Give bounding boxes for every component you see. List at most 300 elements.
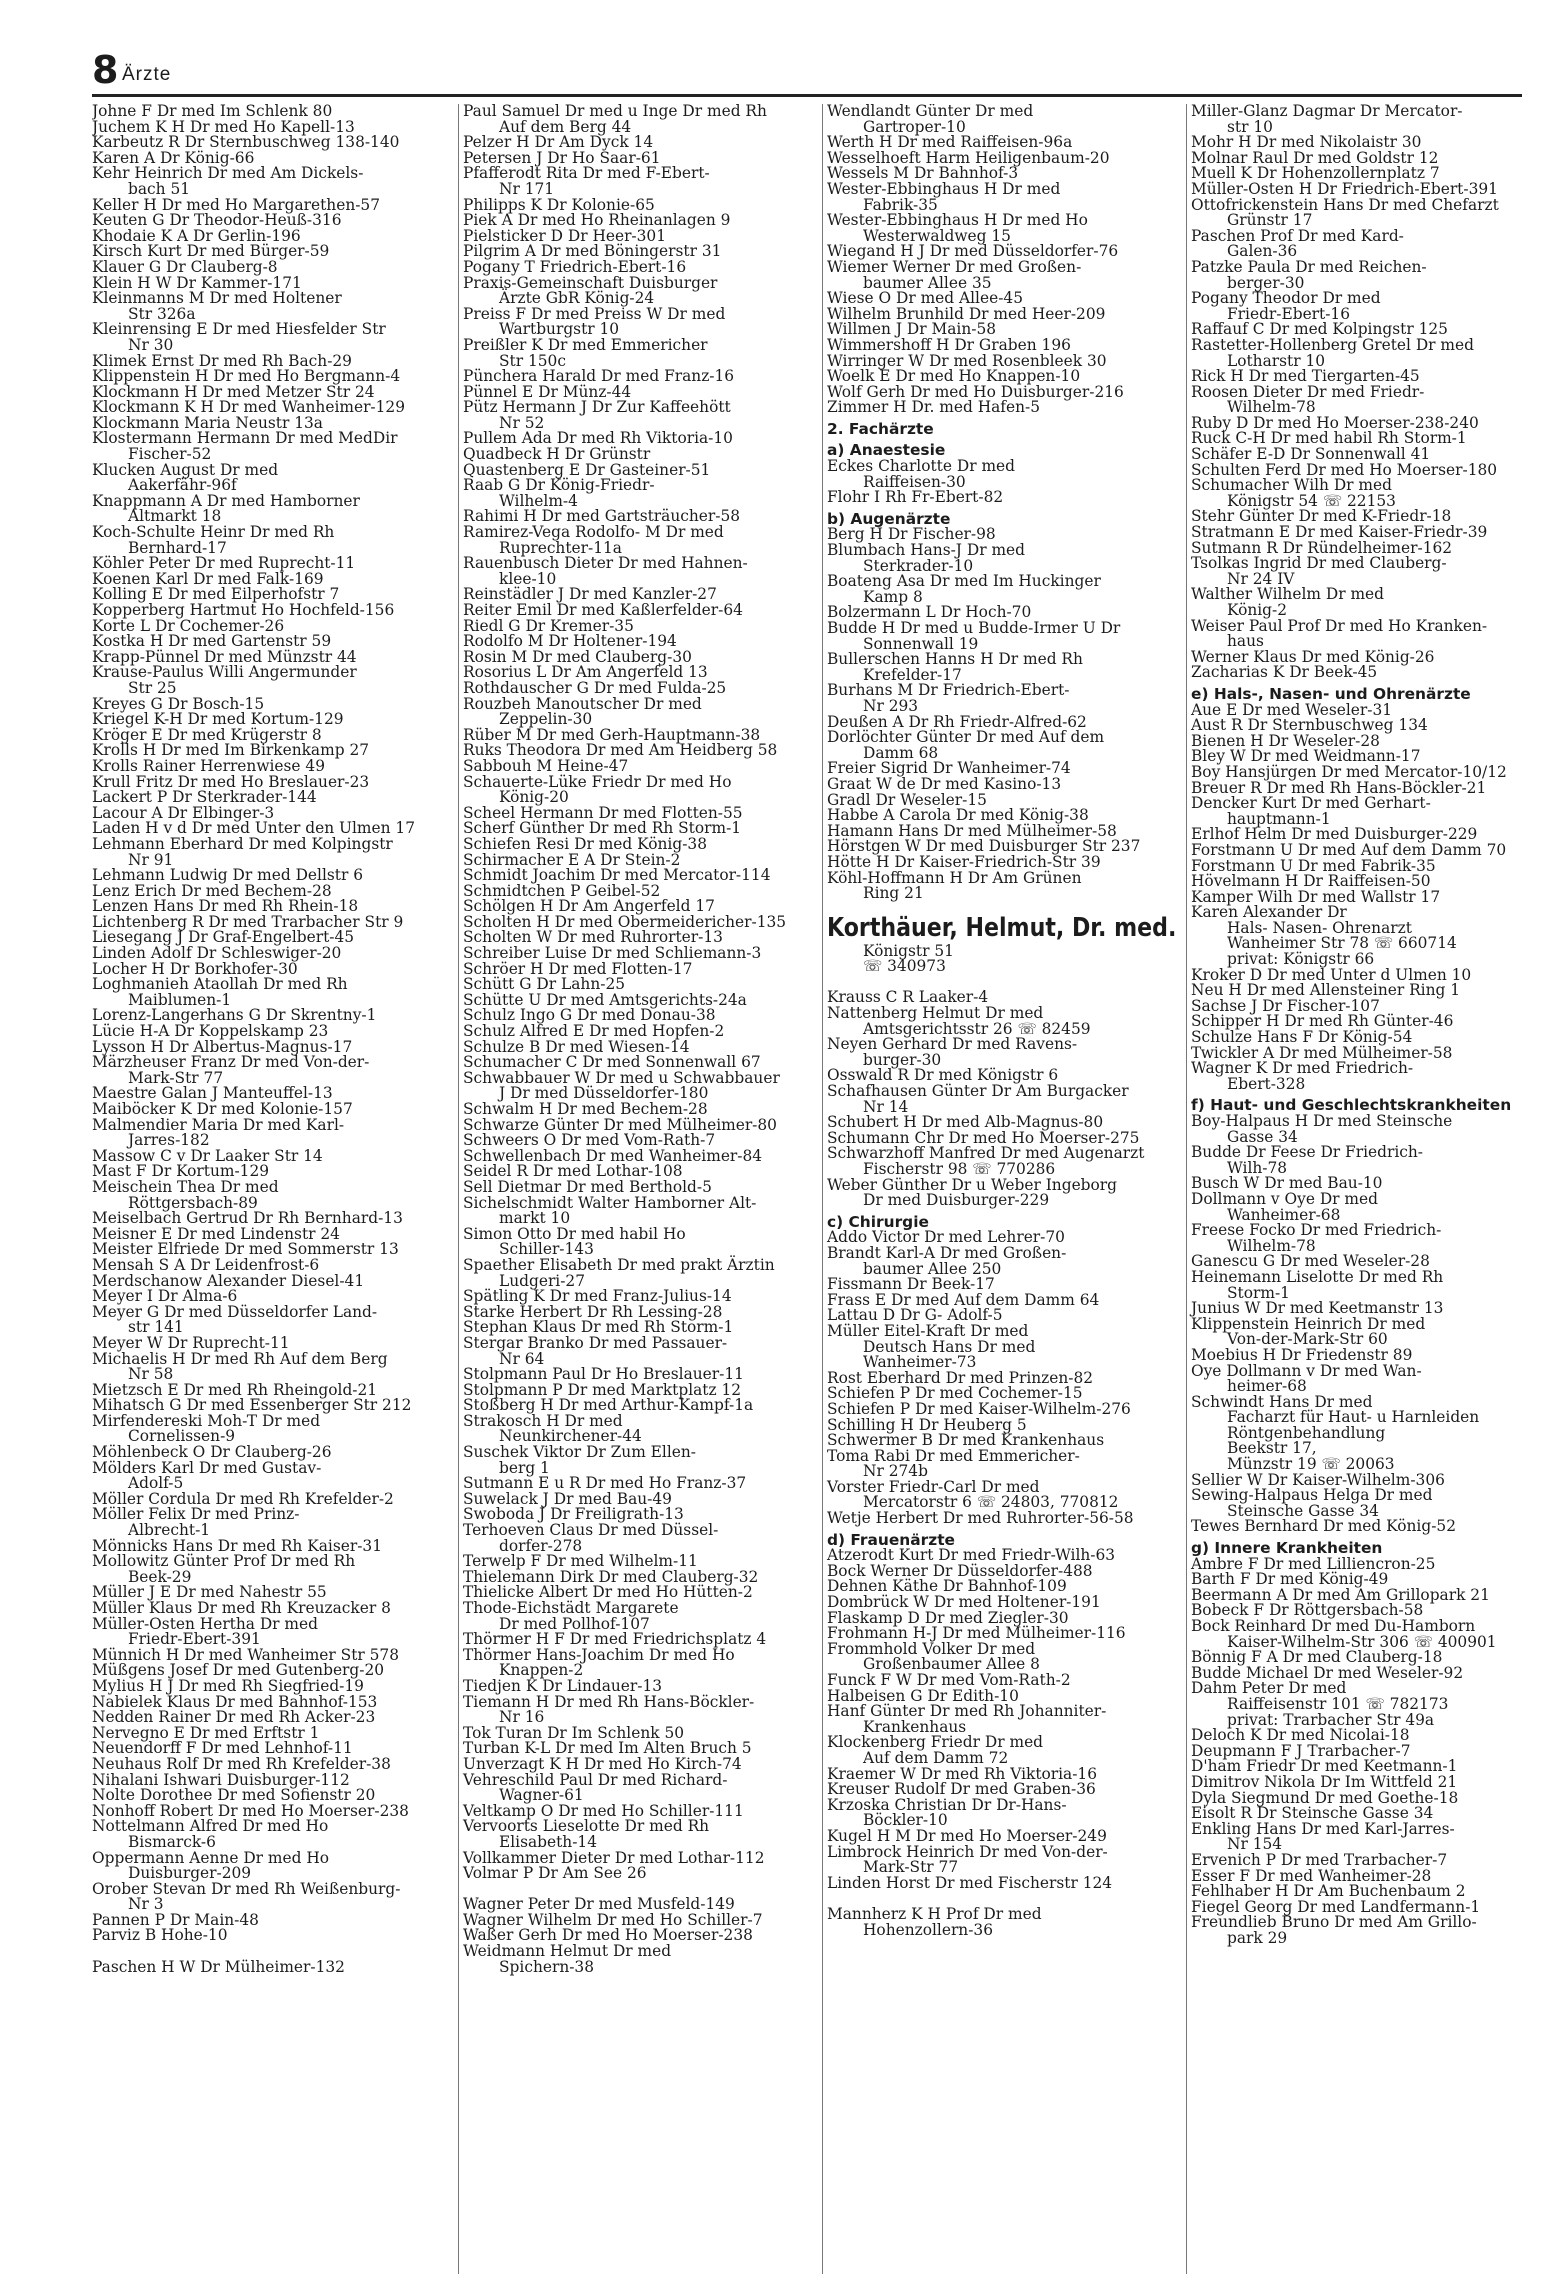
directory-entry: Müller Klaus Dr med Rh Kreuzacker 8 <box>92 1599 391 1617</box>
directory-entry: Woelk E Dr med Ho Knappen-10 <box>827 367 1081 386</box>
directory-entry: Pielsticker D Dr Heer-301 <box>463 226 667 245</box>
featured-entry-name: Korthäuer, Helmut, Dr. med. <box>827 912 1177 943</box>
directory-entry: Brandt Karl-A Dr med Großen- <box>827 1243 1067 1262</box>
directory-entry: Keuten G Dr Theodor-Heuß-316 <box>92 211 342 230</box>
directory-entry: Budde H Dr med u Budde-Irmer U Dr <box>827 619 1121 637</box>
directory-entry-continuation: Nr 58 <box>128 1365 174 1384</box>
directory-entry: Reiter Emil Dr med Kaßlerfelder-64 <box>463 601 743 619</box>
directory-entry: Klockmann Maria Neustr 13a <box>92 413 323 432</box>
directory-entry: Pütz Hermann J Dr Zur Kaffeehött <box>463 398 731 417</box>
directory-entry: Neuhaus Rolf Dr med Rh Krefelder-38 <box>92 1754 391 1773</box>
directory-entry: Scherf Günther Dr med Rh Storm-1 <box>463 819 742 838</box>
directory-entry: Ervenich P Dr med Trarbacher-7 <box>1191 1850 1448 1869</box>
directory-entry-continuation: Str 25 <box>128 678 177 697</box>
directory-entry: Schilling H Dr Heuberg 5 <box>827 1415 1027 1434</box>
directory-entry: Ruck C-H Dr med habil Rh Storm-1 <box>1191 429 1467 448</box>
directory-entry: Nedden Rainer Dr med Rh Acker-23 <box>92 1708 376 1727</box>
directory-entry: Stoßberg H Dr med Arthur-Kampf-1a <box>463 1396 754 1415</box>
directory-entry: Hamann Hans Dr med Mülheimer-58 <box>827 821 1117 840</box>
directory-entry: Müller Eitel-Kraft Dr med <box>827 1321 1029 1340</box>
directory-entry: Stephan Klaus Dr med Rh Storm-1 <box>463 1318 734 1337</box>
directory-entry-continuation: markt 10 <box>499 1209 571 1228</box>
directory-entry: Scholten W Dr med Ruhrorter-13 <box>463 928 723 947</box>
directory-entry: Stratmann E Dr med Kaiser-Friedr-39 <box>1191 523 1488 542</box>
directory-entry: Vollkammer Dieter Dr med Lothar-112 <box>463 1848 765 1867</box>
directory-entry: Bock Werner Dr Düsseldorfer-488 <box>827 1561 1093 1580</box>
directory-entry: Pelzer H Dr Am Dyck 14 <box>463 133 654 152</box>
directory-entry: Karbeutz R Dr Sternbuschweg 138-140 <box>92 133 400 152</box>
directory-entry: Juchem K H Dr med Ho Kapell-13 <box>92 117 355 136</box>
directory-entry-continuation: Mark-Str 77 <box>863 1858 959 1877</box>
directory-entry: Nabielek Klaus Dr med Bahnhof-153 <box>92 1692 378 1711</box>
directory-entry: Meyer G Dr med Düsseldorfer Land- <box>92 1302 378 1321</box>
directory-entry: Möller Felix Dr med Prinz- <box>92 1505 300 1524</box>
directory-entry: Laden H v d Dr med Unter den Ulmen 17 <box>92 819 416 838</box>
directory-entry-continuation: Ruprechter-11a <box>499 538 622 557</box>
directory-entry: Schwalm H Dr med Bechem-28 <box>463 1100 708 1118</box>
directory-entry: Raffauf C Dr med Kolpingstr 125 <box>1191 320 1448 339</box>
directory-entry: Schwellenbach Dr med Wanheimer-84 <box>463 1146 763 1165</box>
directory-entry: Kleinmanns M Dr med Holtener <box>92 289 342 308</box>
directory-entry-continuation: Fischer-52 <box>128 445 212 464</box>
directory-entry-continuation: Str 150c <box>499 351 566 370</box>
directory-entry: Pogany T Friedrich-Ebert-16 <box>463 257 687 276</box>
directory-entry-continuation: Jarres-182 <box>128 1131 210 1150</box>
directory-entry: Swoboda J Dr Freiligrath-13 <box>463 1505 684 1524</box>
directory-entry: Bolzermann L Dr Hoch-70 <box>827 603 1032 622</box>
directory-entry: Deloch K Dr med Nicolai-18 <box>1191 1726 1410 1745</box>
directory-entry: Kehr Heinrich Dr med Am Dickels- <box>92 164 364 183</box>
directory-entry: Wiegand H J Dr med Düsseldorfer-76 <box>827 242 1119 261</box>
directory-entry: Kreuser Rudolf Dr med Graben-36 <box>827 1780 1096 1799</box>
directory-entry-continuation: Mark-Str 77 <box>128 1068 224 1087</box>
directory-entry: Wiemer Werner Dr med Großen- <box>827 257 1082 276</box>
directory-entry: Schwindt Hans Dr med <box>1191 1392 1373 1411</box>
directory-entry: Koenen Karl Dr med Falk-169 <box>92 569 324 588</box>
directory-entry: Wessels M Dr Bahnhof-3 <box>827 164 1019 183</box>
directory-entry: Molnar Raul Dr med Goldstr 12 <box>1191 148 1439 167</box>
directory-entry: Aust R Dr Sternbuschweg 134 <box>1191 716 1428 735</box>
directory-entry: Klimek Ernst Dr med Rh Bach-29 <box>92 351 352 370</box>
page-number: 8 <box>92 48 119 92</box>
directory-entry: Kamper Wilh Dr med Wallstr 17 <box>1191 887 1441 906</box>
section-title: Ärzte <box>122 64 172 85</box>
directory-entry-continuation: baumer Allee 35 <box>863 273 992 292</box>
directory-entry: Starke Herbert Dr Rh Lessing-28 <box>463 1302 723 1321</box>
directory-entry-continuation: str 10 <box>1227 117 1273 136</box>
directory-entry: Burhans M Dr Friedrich-Ebert- <box>827 681 1070 700</box>
directory-entry-continuation: privat: Königstr 66 <box>1227 950 1375 969</box>
directory-entry: Petersen J Dr Ho Saar-61 <box>463 148 661 167</box>
directory-entry-continuation: dorfer-278 <box>499 1536 583 1555</box>
specialty-heading: c) Chirurgie <box>827 1212 929 1231</box>
directory-entry: Wilhelm Brunhild Dr med Heer-209 <box>827 304 1106 323</box>
specialty-heading: d) Frauenärzte <box>827 1530 955 1549</box>
directory-entry: Lücie H-A Dr Koppelskamp 23 <box>92 1022 329 1041</box>
directory-entry: Ruks Theodora Dr med Am Heidberg 58 <box>463 741 778 760</box>
directory-entry-continuation: Krefelder-17 <box>863 665 962 684</box>
directory-column-2 <box>458 104 825 2274</box>
directory-entry: Lorenz-Langerhans G Dr Skrentny-1 <box>92 1006 377 1025</box>
directory-entry: Schulz Ingo G Dr med Donau-38 <box>463 1006 716 1025</box>
directory-entry-continuation: Auf dem Damm 72 <box>863 1748 1009 1767</box>
directory-entry: Kirsch Kurt Dr med Bürger-59 <box>92 242 330 261</box>
directory-entry-continuation: Friedr-Ebert-391 <box>128 1630 261 1649</box>
directory-entry: Maestre Galan J Manteuffel-13 <box>92 1084 333 1103</box>
directory-entry-continuation: Ludgeri-27 <box>499 1271 586 1290</box>
directory-entry: Quadbeck H Dr Grünstr <box>463 445 651 464</box>
directory-entry: Quastenberg E Dr Gasteiner-51 <box>463 460 711 479</box>
directory-entry: D'ham Friedr Dr med Keetmann-1 <box>1191 1757 1458 1776</box>
directory-entry: Klockmann K H Dr med Wanheimer-129 <box>92 398 406 417</box>
directory-entry: Werner Klaus Dr med König-26 <box>1191 647 1435 666</box>
directory-entry: Osswald R Dr med Königstr 6 <box>827 1066 1059 1085</box>
directory-entry-continuation: Dr med Pollhof-107 <box>499 1614 650 1633</box>
directory-entry: Flohr I Rh Fr-Ebert-82 <box>827 488 1004 507</box>
directory-entry: Thielicke Albert Dr med Ho Hütten-2 <box>463 1583 753 1602</box>
directory-entry: Bley W Dr med Weidmann-17 <box>1191 747 1421 766</box>
directory-entry-continuation: Cornelissen-9 <box>128 1427 236 1446</box>
directory-column-4 <box>1186 104 1527 2274</box>
directory-entry-continuation: Ring 21 <box>863 884 924 903</box>
directory-entry: Krolls Rainer Herrenwiese 49 <box>92 756 326 775</box>
directory-entry: Aue E Dr med Weseler-31 <box>1191 700 1393 719</box>
directory-entry: Wirringer W Dr med Rosenbleek 30 <box>827 351 1107 370</box>
directory-entry: Rouzbeh Manoutscher Dr med <box>463 694 702 713</box>
directory-entry: Schreiber Luise Dr med Schliemann-3 <box>463 944 762 963</box>
directory-entry: Mirfendereski Moh-T Dr med <box>92 1411 321 1430</box>
directory-entry: Muell K Dr Hohenzollernplatz 7 <box>1191 164 1440 183</box>
directory-entry-continuation: Friedr-Ebert-16 <box>1227 304 1350 323</box>
directory-entry-continuation: Nr 171 <box>499 179 555 198</box>
directory-entry: Wiese O Dr med Allee-45 <box>827 289 1023 308</box>
directory-entry: Forstmann U Dr med Fabrik-35 <box>1191 856 1436 875</box>
directory-entry-continuation: Mercatorstr 6 ☏ 24803, 770812 <box>863 1493 1119 1512</box>
directory-entry: Johne F Dr med Im Schlenk 80 <box>92 104 333 120</box>
directory-entry: Oppermann Aenne Dr med Ho <box>92 1848 330 1867</box>
directory-entry-continuation: Galen-36 <box>1227 242 1298 261</box>
directory-entry: Nihalani Ishwari Duisburger-112 <box>92 1770 350 1789</box>
directory-entry: Lenzen Hans Dr med Rh Rhein-18 <box>92 897 359 916</box>
directory-entry: Mönnicks Hans Dr med Rh Kaiser-31 <box>92 1536 382 1555</box>
directory-entry: Orober Stevan Dr med Rh Weißenburg- <box>92 1879 401 1898</box>
directory-entry: Rick H Dr med Tiergarten-45 <box>1191 367 1420 386</box>
directory-entry: Meischein Thea Dr med <box>92 1177 279 1196</box>
directory-entry: Schwarzhoff Manfred Dr med Augenarzt <box>827 1144 1145 1163</box>
directory-entry-continuation: park 29 <box>1227 1928 1288 1947</box>
directory-entry: Stolpmann P Dr med Marktplatz 12 <box>463 1380 742 1399</box>
directory-entry: Rahimi H Dr med Gartsträucher-58 <box>463 507 741 526</box>
directory-entry: Pullem Ada Dr med Rh Viktoria-10 <box>463 429 733 448</box>
directory-entry: Freese Focko Dr med Friedrich- <box>1191 1221 1442 1240</box>
specialty-heading: 2. Fachärzte <box>827 419 934 438</box>
directory-entry: Mollowitz Günter Prof Dr med Rh <box>92 1552 356 1571</box>
directory-entry: Forstmann U Dr med Auf dem Damm 70 <box>1191 840 1507 859</box>
directory-entry: Keller H Dr med Ho Margarethen-57 <box>92 195 381 214</box>
directory-entry: Krzoska Christian Dr Dr-Hans- <box>827 1795 1067 1814</box>
directory-entry: Vehreschild Paul Dr med Richard- <box>463 1770 728 1789</box>
directory-entry: Blumbach Hans-J Dr med <box>827 541 1026 560</box>
directory-entry: Vorster Friedr-Carl Dr med <box>827 1477 1040 1496</box>
directory-entry: Lichtenberg R Dr med Trarbacher Str 9 <box>92 912 404 931</box>
directory-entry: Meister Elfriede Dr med Sommerstr 13 <box>92 1240 399 1259</box>
directory-entry: Lenz Erich Dr med Bechem-28 <box>92 881 332 900</box>
directory-entry-continuation: Beekstr 17, <box>1227 1439 1317 1458</box>
directory-entry: Paschen Prof Dr med Kard- <box>1191 226 1404 245</box>
directory-entry: Hövelmann H Dr Raiffeisen-50 <box>1191 872 1431 891</box>
directory-entry: Schütt G Dr Lahn-25 <box>463 975 626 994</box>
directory-entry: Preiss F Dr med Preiss W Dr med <box>463 304 726 323</box>
directory-entry: Vervoorts Lieselotte Dr med Rh <box>463 1817 710 1836</box>
directory-entry-continuation: Nr 293 <box>863 696 919 715</box>
directory-entry: Klippenstein Heinrich Dr med <box>1191 1314 1426 1333</box>
directory-entry-continuation: Wanheimer-73 <box>863 1353 977 1372</box>
directory-entry: Beermann A Dr med Am Grillopark 21 <box>1191 1585 1490 1604</box>
directory-entry-continuation: Dr med Duisburger-229 <box>863 1191 1050 1210</box>
directory-entry: Rüber M Dr med Gerh-Hauptmann-38 <box>463 725 761 744</box>
directory-entry-continuation: bach 51 <box>128 179 191 198</box>
specialty-heading: a) Anaestesie <box>827 441 946 460</box>
directory-entry: Hötte H Dr Kaiser-Friedrich-Str 39 <box>827 852 1101 871</box>
directory-entry-continuation: str 141 <box>128 1318 184 1337</box>
directory-entry-continuation: Storm-1 <box>1227 1283 1290 1302</box>
directory-column-1 <box>92 104 454 2274</box>
directory-entry: Roosen Dieter Dr med Friedr- <box>1191 382 1425 401</box>
directory-entry: Klostermann Hermann Dr med MedDir <box>92 429 398 448</box>
directory-entry-continuation: Von-der-Mark-Str 60 <box>1227 1330 1388 1349</box>
directory-entry-continuation: Albrecht-1 <box>128 1521 211 1540</box>
directory-entry-continuation: burger-30 <box>863 1050 942 1069</box>
directory-entry: Weiser Paul Prof Dr med Ho Kranken- <box>1191 616 1488 635</box>
directory-entry-continuation: Nr 30 <box>128 335 174 354</box>
directory-entry: Pilgrim A Dr med Böningerstr 31 <box>463 242 722 261</box>
directory-entry-continuation: Nr 274b <box>863 1462 928 1481</box>
directory-entry: Nervegno E Dr med Erftstr 1 <box>92 1723 320 1742</box>
directory-entry-continuation: Hals- Nasen- Ohrenarzt <box>1227 918 1412 937</box>
directory-entry: Sutmann R Dr Ründelheimer-162 <box>1191 538 1453 557</box>
directory-entry-continuation: Neunkirchener-44 <box>499 1427 642 1446</box>
directory-entry: Tok Turan Dr Im Schlenk 50 <box>463 1723 685 1742</box>
directory-entry-continuation: Schiller-143 <box>499 1240 594 1259</box>
directory-entry: Seidel R Dr med Lothar-108 <box>463 1162 683 1181</box>
directory-entry-continuation: Aakerfähr-96f <box>128 476 237 495</box>
directory-entry: Paschen H W Dr Mülheimer-132 <box>92 1957 345 1976</box>
directory-entry-continuation: heimer-68 <box>1227 1377 1307 1396</box>
directory-entry: Pünchera Harald Dr med Franz-16 <box>463 367 735 386</box>
directory-entry: Köhl-Hoffmann H Dr Am Grünen <box>827 868 1082 887</box>
directory-entry: Sewing-Halpaus Helga Dr med <box>1191 1486 1433 1505</box>
directory-entry: Sichelschmidt Walter Hamborner Alt- <box>463 1193 757 1212</box>
directory-entry: Willmen J Dr Main-58 <box>827 320 997 339</box>
directory-entry: Rosin M Dr med Clauberg-30 <box>463 647 692 666</box>
directory-entry-continuation: Zeppelin-30 <box>499 710 593 729</box>
directory-entry: Dehnen Käthe Dr Bahnhof-109 <box>827 1577 1067 1596</box>
directory-entry: Rauenbusch Dieter Dr med Hahnen- <box>463 554 748 573</box>
directory-entry: Toma Rabi Dr med Emmericher- <box>827 1446 1080 1465</box>
directory-entry: Addo Victor Dr med Lehrer-70 <box>827 1228 1065 1247</box>
directory-entry-continuation: Röttgersbach-89 <box>128 1193 258 1212</box>
directory-entry: Krull Fritz Dr med Ho Breslauer-23 <box>92 772 370 791</box>
directory-entry-continuation: Knappen-2 <box>499 1661 584 1680</box>
directory-entry-continuation: Sonnenwall 19 <box>863 634 979 653</box>
directory-entry: Schmidtchen P Geibel-52 <box>463 881 661 900</box>
directory-entry: Krauss C R Laaker-4 <box>827 988 989 1007</box>
directory-entry-continuation: Königstr 51 <box>863 941 954 960</box>
directory-entry: Schafhausen Günter Dr Am Burgacker <box>827 1082 1129 1101</box>
directory-entry-continuation: Ärzte GbR König-24 <box>499 289 655 308</box>
directory-entry: Budde Michael Dr med Weseler-92 <box>1191 1663 1464 1682</box>
directory-entry: Sellier W Dr Kaiser-Wilhelm-306 <box>1191 1470 1445 1489</box>
directory-entry-continuation: Ebert-328 <box>1227 1074 1306 1093</box>
directory-entry: Rosorius L Dr Am Angerfeld 13 <box>463 663 708 682</box>
directory-entry: Piek A Dr med Ho Rheinanlagen 9 <box>463 211 731 230</box>
directory-entry: Riedl G Dr Kremer-35 <box>463 616 634 635</box>
directory-entry: Neu H Dr med Allensteiner Ring 1 <box>1191 981 1461 1000</box>
directory-entry: Ramirez-Vega Rodolfo- M Dr med <box>463 523 724 542</box>
directory-entry: Fissmann Dr Beek-17 <box>827 1275 995 1294</box>
directory-entry: Unverzagt K H Dr med Ho Kirch-74 <box>463 1754 742 1773</box>
directory-entry: Wimmershoff H Dr Graben 196 <box>827 335 1071 354</box>
directory-entry: Thörmer H F Dr med Friedrichsplatz 4 <box>463 1630 767 1649</box>
directory-entry: Klippenstein H Dr med Ho Bergmann-4 <box>92 367 401 386</box>
directory-entry: Krause-Paulus Willi Angermunder <box>92 663 357 682</box>
directory-entry: Breuer R Dr med Rh Hans-Böckler-21 <box>1191 778 1487 797</box>
directory-entry: Weber Günther Dr u Weber Ingeborg <box>827 1175 1118 1194</box>
directory-entry-continuation: Wilhelm-78 <box>1227 1236 1316 1255</box>
directory-entry: Nattenberg Helmut Dr med <box>827 1004 1044 1023</box>
directory-entry-continuation: König-2 <box>1227 601 1288 619</box>
directory-entry-continuation: privat: Trarbacher Str 49a <box>1227 1710 1435 1729</box>
directory-entry: Kroker D Dr med Unter d Ulmen 10 <box>1191 965 1472 984</box>
directory-entry: Schölgen H Dr Am Angerfeld 17 <box>463 897 715 916</box>
directory-entry-continuation: Lotharstr 10 <box>1227 351 1326 370</box>
directory-entry-continuation: Wilh-78 <box>1227 1158 1288 1177</box>
directory-entry: Meyer W Dr Ruprecht-11 <box>92 1333 290 1352</box>
directory-entry: Strakosch H Dr med <box>463 1411 623 1430</box>
directory-entry: Meyer I Dr Alma-6 <box>92 1287 238 1306</box>
directory-entry: Graat W de Dr med Kasino-13 <box>827 774 1062 793</box>
directory-entry: Thörmer Hans-Joachim Dr med Ho <box>463 1645 735 1664</box>
directory-entry: Märzheuser Franz Dr med Von-der- <box>92 1053 370 1072</box>
directory-entry: Spätling K Dr med Franz-Julius-14 <box>463 1287 732 1306</box>
directory-entry-continuation: Damm 68 <box>863 743 939 762</box>
directory-entry-continuation: Wilhelm-4 <box>499 491 578 510</box>
directory-entry: Michaelis H Dr med Rh Auf dem Berg <box>92 1349 388 1368</box>
directory-entry: Möller Cordula Dr med Rh Krefelder-2 <box>92 1489 394 1508</box>
header-rule <box>92 94 1522 97</box>
directory-entry-continuation: Facharzt für Haut- u Harnleiden <box>1227 1408 1480 1427</box>
directory-entry: Kopperberg Hartmut Ho Hochfeld-156 <box>92 601 395 619</box>
directory-entry-continuation: Wanheimer Str 78 ☏ 660714 <box>1227 934 1457 953</box>
directory-entry: Massow C v Dr Laaker Str 14 <box>92 1146 323 1165</box>
directory-entry-continuation: Fabrik-35 <box>863 195 938 214</box>
directory-entry-continuation: Sterkrader-10 <box>863 556 974 575</box>
directory-entry: Klockenberg Friedr Dr med <box>827 1733 1044 1752</box>
directory-entry: Mylius H J Dr med Rh Siegfried-19 <box>92 1676 364 1695</box>
directory-entry-continuation: Raiffeisen-30 <box>863 472 966 491</box>
directory-entry: Sutmann E u R Dr med Ho Franz-37 <box>463 1474 747 1493</box>
directory-entry: Stehr Günter Dr med K-Friedr-18 <box>1191 507 1452 526</box>
directory-entry: Nonhoff Robert Dr med Ho Moerser-238 <box>92 1801 409 1820</box>
directory-entry: Dencker Kurt Dr med Gerhart- <box>1191 794 1431 813</box>
directory-entry: Tewes Bernhard Dr med König-52 <box>1191 1517 1456 1536</box>
directory-entry: Berg H Dr Fischer-98 <box>827 525 996 544</box>
directory-entry-continuation: ☏ 340973 <box>863 957 946 976</box>
directory-entry: Klein H W Dr Kammer-171 <box>92 273 302 292</box>
directory-entry: Lehmann Ludwig Dr med Dellstr 6 <box>92 866 364 885</box>
directory-entry: Pogany Theodor Dr med <box>1191 289 1381 308</box>
directory-entry: Lacour A Dr Elbinger-3 <box>92 803 275 822</box>
directory-entry: Freundlieb Bruno Dr med Am Grillo- <box>1191 1913 1477 1932</box>
directory-entry-continuation: Nr 24 IV <box>1227 569 1295 588</box>
directory-entry: Dorlöchter Günter Dr med Auf dem <box>827 728 1105 747</box>
directory-entry: Münnich H Dr med Wanheimer Str 578 <box>92 1645 400 1664</box>
directory-entry: Junius W Dr med Keetmanstr 13 <box>1191 1299 1444 1318</box>
directory-entry: Eisolt R Dr Steinsche Gasse 34 <box>1191 1804 1434 1823</box>
specialty-heading: f) Haut- und Geschlechtskrankheiten <box>1191 1096 1512 1115</box>
directory-entry-continuation: Nr 52 <box>499 413 545 432</box>
directory-entry: Tsolkas Ingrid Dr med Clauberg- <box>1191 554 1447 573</box>
directory-entry: Dimitrov Nikola Dr Im Wittfeld 21 <box>1191 1772 1458 1791</box>
directory-entry: Liesegang J Dr Graf-Engelbert-45 <box>92 928 355 947</box>
directory-entry: Philipps K Dr Kolonie-65 <box>463 195 655 214</box>
directory-entry: Stolpmann Paul Dr Ho Breslauer-11 <box>463 1365 744 1384</box>
directory-entry: Halbeisen G Dr Edith-10 <box>827 1686 1019 1705</box>
directory-entry: Schumacher Wilh Dr med <box>1191 476 1392 495</box>
directory-entry: Rothdauscher G Dr med Fulda-25 <box>463 678 727 697</box>
directory-entry: Schiefen P Dr med Kaiser-Wilhelm-276 <box>827 1399 1131 1418</box>
directory-entry: Wetje Herbert Dr med Ruhrorter-56-58 <box>827 1509 1134 1528</box>
directory-entry-continuation: Nr 3 <box>128 1895 164 1914</box>
directory-entry: Fiegel Georg Dr med Landfermann-1 <box>1191 1897 1481 1916</box>
directory-entry: Miller-Glanz Dagmar Dr Mercator- <box>1191 104 1463 120</box>
directory-entry: Mannherz K H Prof Dr med <box>827 1904 1042 1923</box>
directory-entry: Deußen A Dr Rh Friedr-Alfred-62 <box>827 712 1087 731</box>
directory-entry-continuation: Nr 14 <box>863 1097 909 1116</box>
directory-entry-continuation: Gartroper-10 <box>863 117 966 136</box>
directory-entry: Kolling E Dr med Eilperhofstr 7 <box>92 585 340 604</box>
directory-entry: Busch W Dr med Bau-10 <box>1191 1174 1383 1193</box>
directory-entry: Frommhold Volker Dr med <box>827 1639 1036 1658</box>
directory-entry: Wagner Peter Dr med Musfeld-149 <box>463 1895 735 1914</box>
directory-entry-continuation: Kaiser-Wilhelm-Str 306 ☏ 400901 <box>1227 1632 1497 1651</box>
directory-entry: Bönnig F A Dr med Clauberg-18 <box>1191 1648 1443 1667</box>
directory-entry: Müßgens Josef Dr med Gutenberg-20 <box>92 1661 385 1680</box>
directory-entry: Bock Reinhard Dr med Du-Hamborn <box>1191 1617 1476 1635</box>
directory-entry: Mietzsch E Dr med Rh Rheingold-21 <box>92 1380 378 1399</box>
directory-entry: Möhlenbeck O Dr Clauberg-26 <box>92 1443 332 1462</box>
directory-entry: Khodaie K A Dr Gerlin-196 <box>92 226 301 245</box>
directory-entry: Scheel Hermann Dr med Flotten-55 <box>463 803 743 822</box>
directory-entry: Frass E Dr med Auf dem Damm 64 <box>827 1290 1100 1309</box>
directory-entry: Twickler A Dr med Mülheimer-58 <box>1191 1043 1453 1062</box>
directory-entry: Koch-Schulte Heinr Dr med Rh <box>92 523 335 542</box>
directory-entry-continuation: berger-30 <box>1227 273 1305 292</box>
directory-entry: Dombrück W Dr med Holtener-191 <box>827 1593 1101 1612</box>
directory-entry-continuation: J Dr med Düsseldorfer-180 <box>499 1084 709 1103</box>
directory-entry: Suschek Viktor Dr Zum Ellen- <box>463 1443 696 1462</box>
directory-entry: Pfafferodt Rita Dr med F-Ebert- <box>463 164 710 183</box>
directory-entry-continuation: Nr 64 <box>499 1349 545 1368</box>
directory-entry-continuation: Grünstr 17 <box>1227 211 1313 230</box>
directory-entry: Boy-Halpaus H Dr med Steinsche <box>1191 1112 1453 1130</box>
directory-entry: Wendlandt Günter Dr med <box>827 104 1034 120</box>
directory-entry: Terwelp F Dr med Wilhelm-11 <box>463 1552 698 1571</box>
directory-entry: Simon Otto Dr med habil Ho <box>463 1224 686 1243</box>
directory-entry: Atzerodt Kurt Dr med Friedr-Wilh-63 <box>827 1546 1116 1565</box>
directory-entry: Kriegel K-H Dr med Kortum-129 <box>92 710 344 729</box>
directory-column-3 <box>822 104 1187 2274</box>
